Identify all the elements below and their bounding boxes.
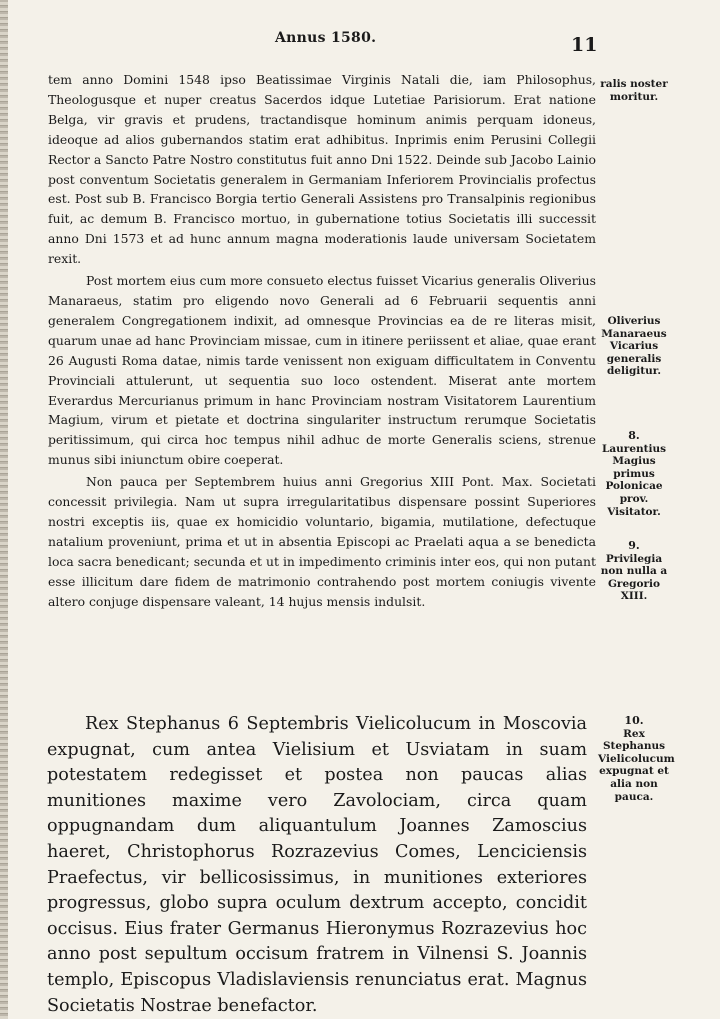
page-number: 11 [571, 34, 598, 56]
margin-note-3 [598, 430, 670, 518]
margin-note-number: 9. [628, 539, 640, 552]
paragraph-1: tem anno Domini 1548 ipso Beatissimae Virginis Natali die, iam Philosophus, Theologusque et nuper creatus Sacerdos idque Lutetiae Parisiorum. Erat natione Belga, vir gravis et prudens, tractandisque hominum animis perquam idoneus, ideoque ad alios gubernandos statim erat adhibitus. Inprimis enim Perusini Collegii Rector a Sancto Patre Nostro constitutus fuit anno Dni 1522. Deinde sub Jacobo Lainio post conventum Societatis generalem in Germaniam Inferiorem Provincialis profectus est. Post sub B. Francisco Borgia tertio Generali Assistens pro Transalpinis regionibus fuit, ac demum B. Francisco mortuo, in gubernatione totius Societatis illi successit anno Dni 1573 et ad hunc annum magna moderationis laude universam Societatem rexit. [48, 72, 596, 267]
margin-note-text: Oliverius Manaraeus Vicarius generalis deligitur. [601, 315, 667, 378]
large-text-block [47, 712, 587, 1019]
margin-note-1 [598, 78, 670, 103]
margin-note-5 [598, 714, 675, 803]
margin-note-text: Rex Stephanus Vielicolucum expugnat et alia non pauca. [598, 727, 675, 803]
paragraph-4: Rex Stephanus 6 Septembris Vielicolucum in Moscovia expugnat, cum antea Vielisium et Usviatam in suam potestatem redegisset et postea non paucas alias munitiones maxime vero Zavolociam, circa quam oppugnandam dum aliquantulum Joannes Zamoscius haeret, Christophorus Rozrazevius Comes, Lenciciensis Praefectus, vir bellicosissimus, in munitiones exteriores progressus, globo supra oculum dextrum accepto, concidit occisus. Eius frater Germanus Hieronymus Rozrazevius hoc anno post sepultum occisum fratrem in Vilnensi S. Joannis templo, Episcopus Vladislaviensis renunciatus erat. Magnus Societatis Nostrae benefactor. [47, 714, 587, 1016]
paragraph-3: Non pauca per Septembrem huius anni Gregorius XIII Pont. Max. Societati concessit privilegia. Nam ut supra irregularitatibus dispensare possint Superiores nostri exceptis iis, quae ex homicidio voluntario, bigamia, mutilatione, defectuque natalium proveniunt, prima et ut in absentia Episcopi ac Praelati aqua a se benedicta loca sacra benedicant; secunda et ut in impedimento criminis inter eos, qui non putant esse illicitum dare fidem de matrimonio contrahendo post mortem coniugis vivente altero conjuge dispensare valeant, 14 hujus mensis indulsit. [48, 474, 596, 609]
running-header: Annus 1580. [275, 30, 377, 46]
margin-note-text: Laurentius Magius primus Polonicae prov. Visitator. [601, 442, 667, 518]
paragraph-2: Post mortem eius cum more consueto electus fuisset Vicarius generalis Oliverius Manaraeus, statim pro eligendo novo Generali ad 6 Februarii sequentis anni generalem Congregationem indixit, ad omnesque Provincias ea de re literas misit, quarum unae ad hanc Provinciam missae, cum in itinere periissent et aliae, quae erant 26 Augusti Roma datae, nimis tarde venissent non exiguam difficultatem in Conventu Provinciali attulerunt, ut sequentia suo loco ostendent. Miserat ante mortem Everardus Mercurianus primum in hanc Provinciam nostram Visitatorem Laurentium Magium, virum et pietate et doctrina singulariter instructum rerumque Societatis peritissimum, qui circa hoc tempus nihil adhuc de morte Generalis sciens, strenue munus sibi iniunctum obire coeperat. [48, 273, 596, 468]
margin-note-4 [598, 540, 670, 603]
margin-note-text: ralis noster moritur. [600, 78, 668, 103]
body-text [48, 70, 596, 611]
margin-note-number: 10. [624, 714, 644, 727]
margin-note-2 [598, 315, 670, 378]
margin-note-number: 8. [628, 429, 640, 442]
binding-edge [0, 0, 8, 1019]
margin-note-text: Privilegia non nulla a Gregorio XIII. [600, 552, 668, 603]
